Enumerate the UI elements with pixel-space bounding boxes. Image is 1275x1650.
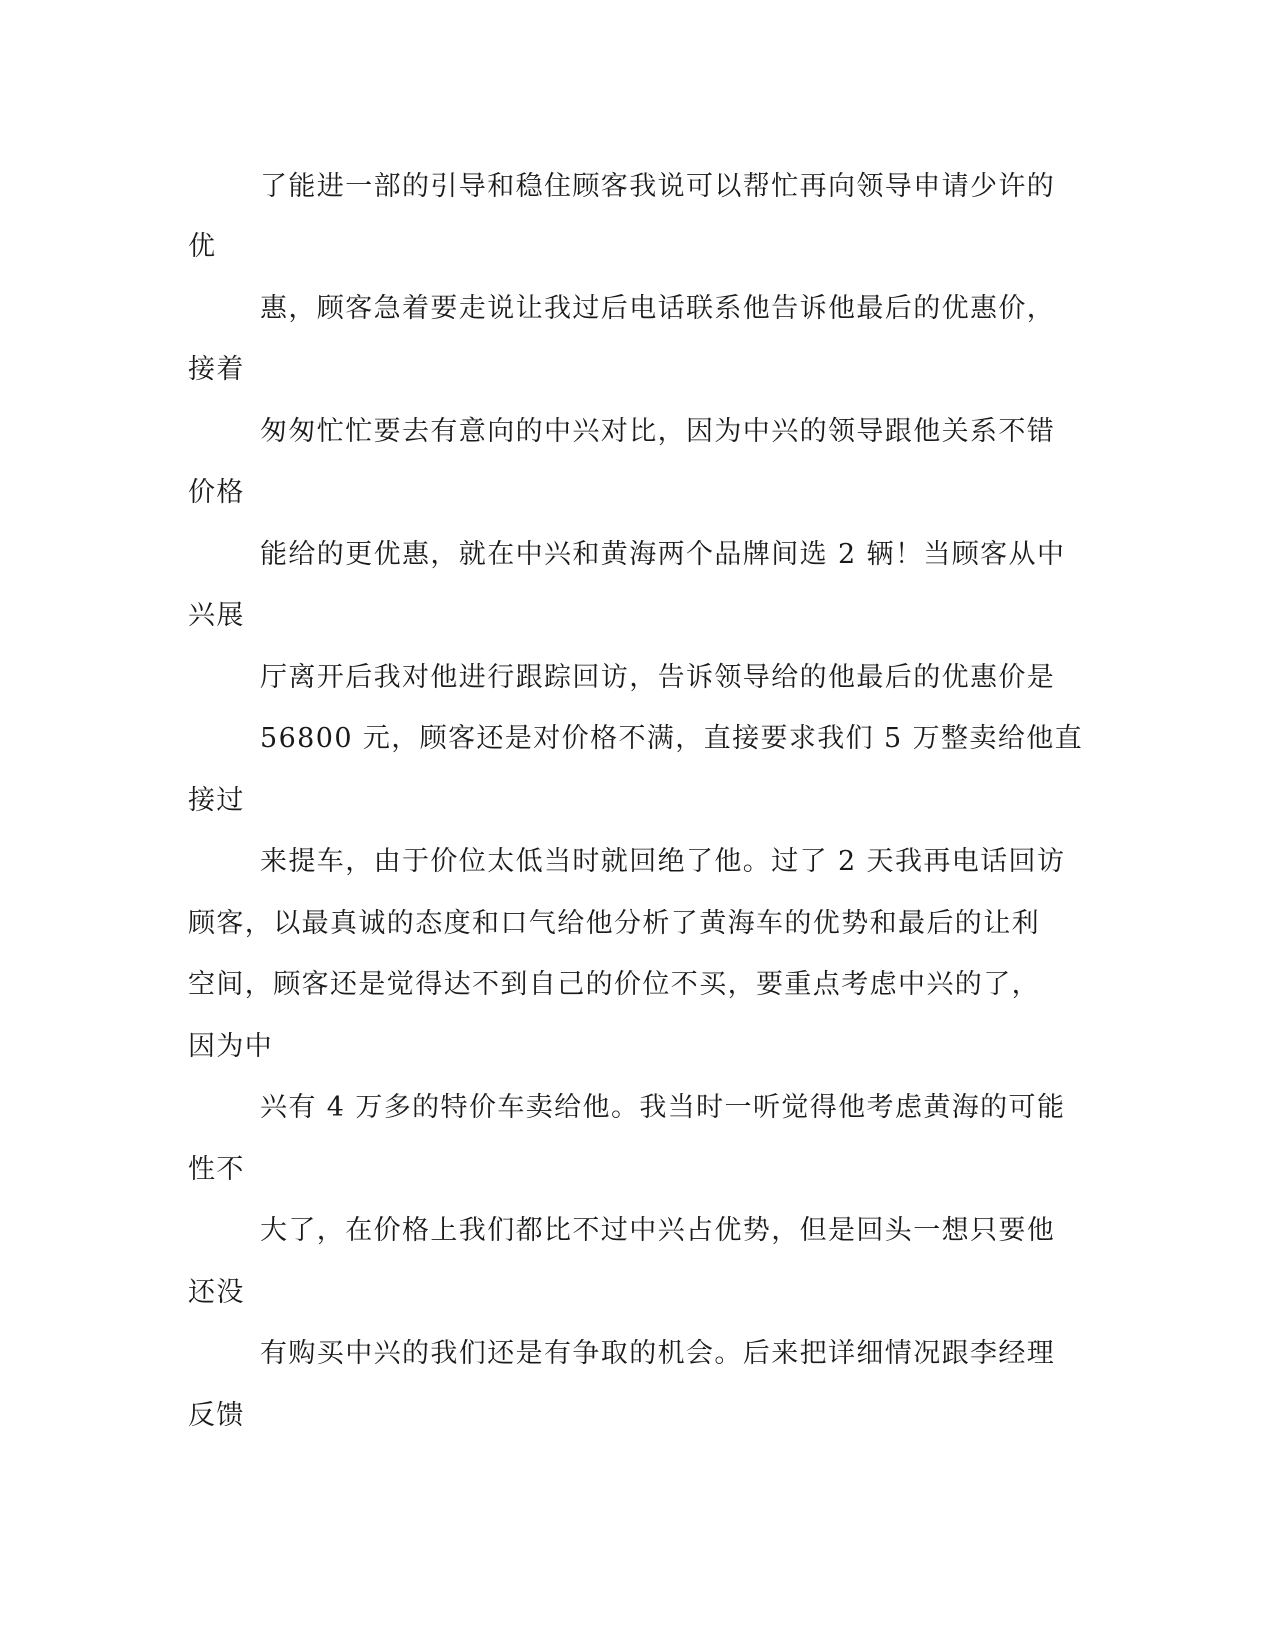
- paragraph-line: 价格: [188, 477, 245, 508]
- paragraph-line: 来提车，由于价位太低当时就回绝了他。过了 2 天我再电话回访: [260, 846, 1066, 877]
- paragraph-line: 兴有 4 万多的特价车卖给他。我当时一听觉得他考虑黄海的可能: [260, 1092, 1066, 1123]
- paragraph-line: 匆匆忙忙要去有意向的中兴对比，因为中兴的领导跟他关系不错: [260, 416, 1056, 447]
- paragraph-line: 因为中: [188, 1031, 274, 1062]
- paragraph-line: 有购买中兴的我们还是有争取的机会。后来把详细情况跟李经理: [260, 1338, 1056, 1369]
- paragraph-line: 了能进一部的引导和稳住顾客我说可以帮忙再向领导申请少许的: [260, 171, 1056, 202]
- paragraph-line: 兴展: [188, 600, 245, 631]
- paragraph-line: 还没: [188, 1277, 245, 1308]
- paragraph-line: 大了，在价格上我们都比不过中兴占优势，但是回头一想只要他: [260, 1215, 1056, 1246]
- paragraph-line: 惠，顾客急着要走说让我过后电话联系他告诉他最后的优惠价，: [260, 293, 1056, 324]
- paragraph-line: 性不: [188, 1154, 245, 1185]
- paragraph-line: 顾客，以最真诚的态度和口气给他分析了黄海车的优势和最后的让利: [188, 908, 1040, 939]
- paragraph-line: 反馈: [188, 1400, 245, 1431]
- paragraph-line: 接过: [188, 785, 245, 816]
- paragraph-line: 接着: [188, 354, 245, 385]
- paragraph-line: 厅离开后我对他进行跟踪回访，告诉领导给的他最后的优惠价是: [260, 662, 1056, 693]
- paragraph-line: 56800 元，顾客还是对价格不满，直接要求我们 5 万整卖给他直: [260, 723, 1084, 754]
- paragraph-line: 能给的更优惠，就在中兴和黄海两个品牌间选 2 辆！当顾客从中: [260, 539, 1066, 570]
- paragraph-line: 空间，顾客还是觉得达不到自己的价位不买，要重点考虑中兴的了，: [188, 969, 1040, 1000]
- paragraph-line: 优: [188, 231, 217, 262]
